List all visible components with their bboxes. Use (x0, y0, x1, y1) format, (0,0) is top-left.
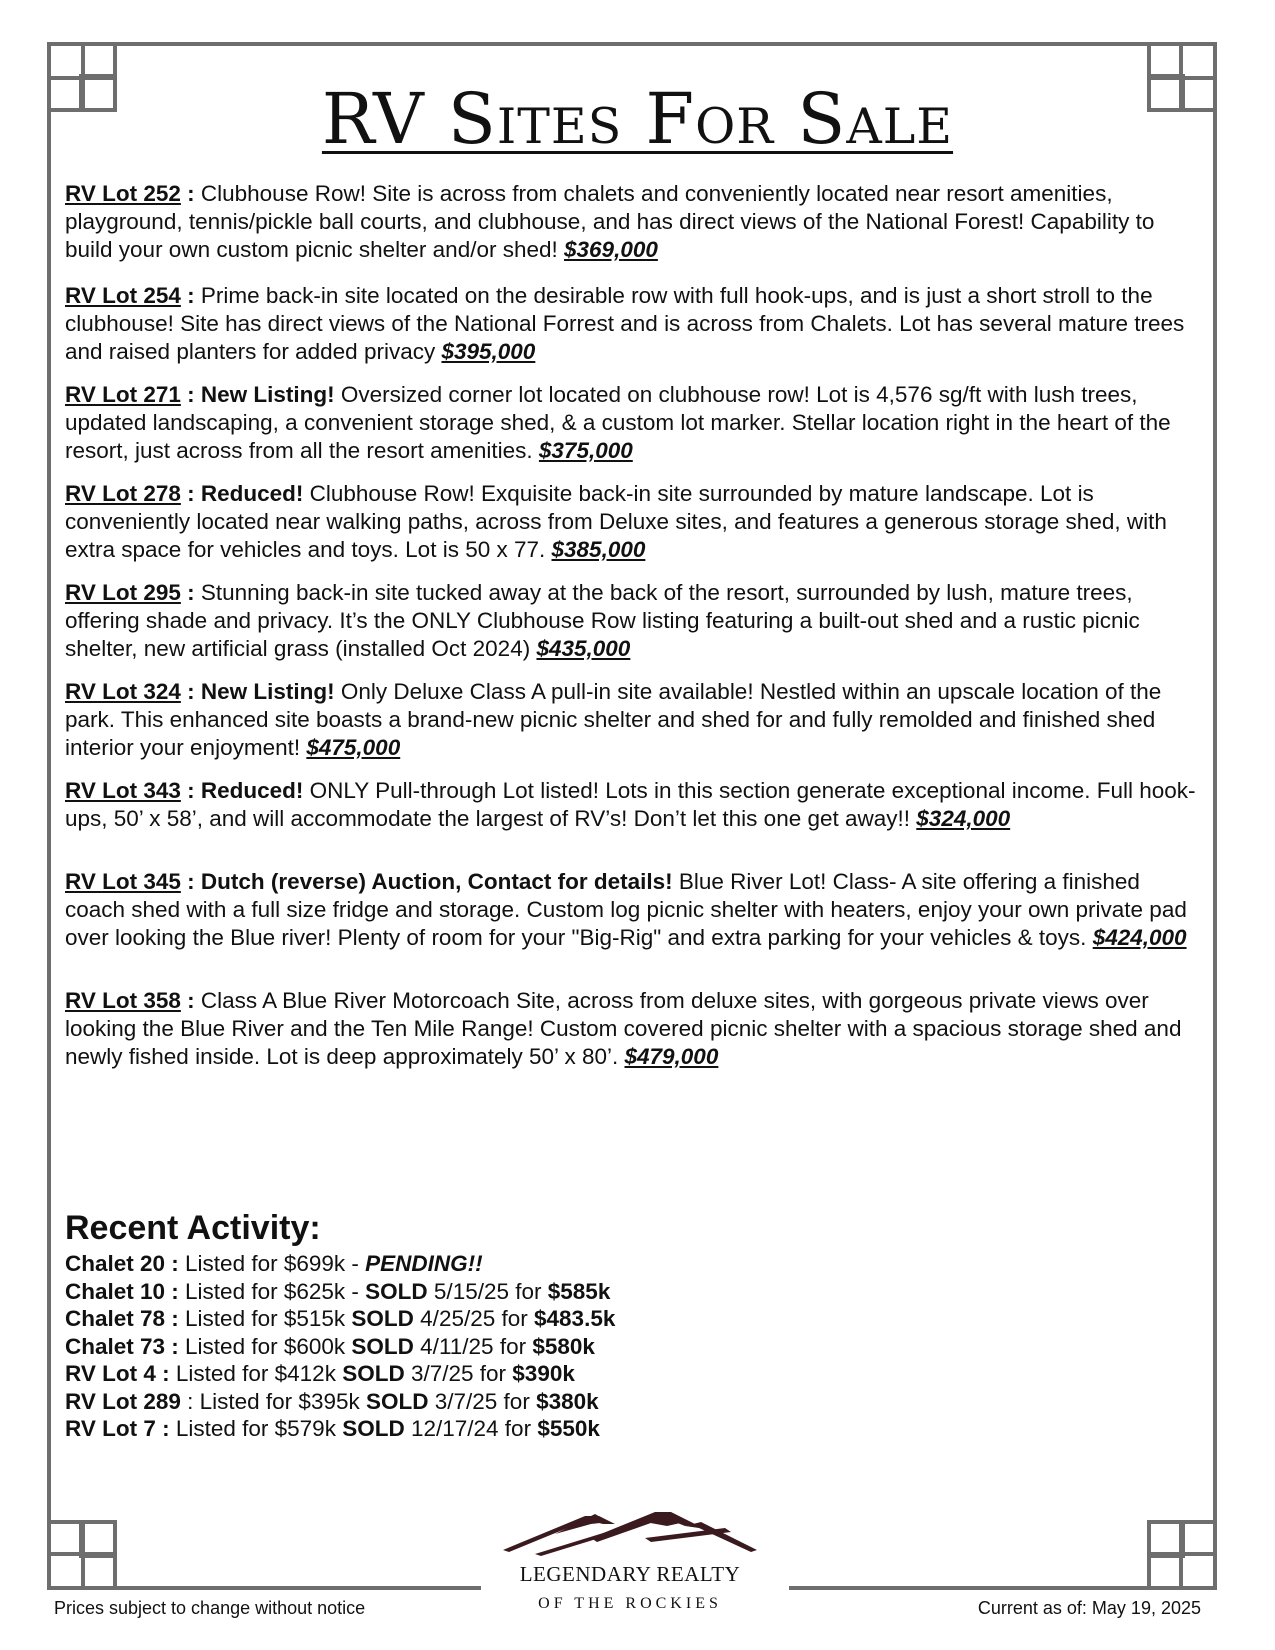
listing-price: $324,000 (916, 806, 1011, 831)
lot-number: RV Lot 343 (65, 778, 181, 803)
activity-listed: : Listed for $395k (180, 1388, 366, 1414)
activity-sold-price: $580k (532, 1333, 595, 1359)
activity-property: RV Lot 7 : (65, 1416, 170, 1441)
lot-number: RV Lot 324 (65, 679, 181, 704)
listing-description: Prime back-in site located on the desirable row with full hook-ups, and is just a short stroll to the clubhouse! Site has direct views of the National Forrest and is across from Chalets. Lot has several mature trees and raised planters for added privacy (65, 283, 1185, 364)
activity-row (65, 1388, 1065, 1416)
listing-lot-252 (65, 180, 1200, 264)
lot-number: RV Lot 345 (65, 869, 181, 894)
listing-lot-324 (65, 678, 1200, 762)
lot-separator: : (180, 679, 201, 704)
activity-date: 3/7/25 for (428, 1388, 537, 1414)
activity-property: Chalet 10 : (65, 1278, 179, 1304)
logo-company-subtitle: OF THE ROCKIES (538, 1595, 722, 1612)
border-right (1213, 42, 1217, 1588)
listing-price: $435,000 (536, 636, 631, 661)
company-logo (480, 1508, 780, 1648)
listing-lot-278 (65, 480, 1200, 564)
activity-date: 5/15/25 for (427, 1278, 548, 1304)
activity-property: RV Lot 4 : (65, 1361, 170, 1386)
activity-row (65, 1278, 1065, 1306)
listing-tag: Dutch (reverse) Auction, Contact for details! (200, 869, 679, 894)
lot-separator: : (180, 283, 201, 308)
listing-lot-295 (65, 579, 1200, 663)
activity-date: 12/17/24 for (404, 1416, 538, 1441)
listing-lot-358 (65, 987, 1200, 1071)
lot-separator: : (180, 778, 201, 803)
listing-price: $479,000 (624, 1044, 719, 1069)
listing-price: $385,000 (551, 537, 646, 562)
lot-separator: : (180, 869, 201, 894)
lot-separator: : (180, 181, 201, 206)
lot-separator: : (180, 481, 201, 506)
activity-date: 4/11/25 for (413, 1333, 533, 1359)
listing-lot-345 (65, 868, 1200, 952)
activity-date: 3/7/25 for (404, 1361, 513, 1386)
activity-row (65, 1360, 1065, 1388)
lot-number: RV Lot 252 (65, 181, 181, 206)
activity-listed: Listed for $515k (178, 1306, 352, 1331)
page-title (0, 78, 1275, 160)
lot-number: RV Lot 278 (65, 481, 181, 506)
listing-tag: Reduced! (200, 481, 310, 506)
activity-listed: Listed for $699k - (178, 1251, 366, 1276)
lot-number: RV Lot 271 (65, 382, 181, 407)
activity-status: SOLD (365, 1388, 429, 1414)
border-top (47, 42, 1217, 46)
mountain-logo-icon (495, 1508, 765, 1560)
activity-sold-price: $550k (537, 1416, 600, 1441)
lot-number: RV Lot 358 (65, 988, 181, 1013)
listing-description: Blue River Lot! Class- A site offering a finished coach shed with a full size fridge and storage. Custom log picnic shelter with heaters, enjoy your own private pad over looking the Blue river! Plenty of room for your "Big-Rig" and extra parking for your vehicles & toys. (65, 869, 1187, 950)
listing-lot-271 (65, 381, 1200, 465)
activity-date: 4/25/25 for (413, 1306, 535, 1331)
listing-tag: New Listing! (200, 382, 341, 407)
activity-status: PENDING!! (365, 1251, 483, 1276)
activity-status: SOLD (342, 1416, 405, 1441)
listing-description: Stunning back-in site tucked away at the back of the resort, surrounded by lush, mature trees, offering shade and privacy. It’s the ONLY Clubhouse Row listing featuring a built-out shed and a rustic picnic shelter, new artificial grass (installed Oct 2024) (65, 580, 1140, 661)
activity-listed: Listed for $579k (169, 1416, 343, 1441)
activity-listed: Listed for $625k - (178, 1278, 366, 1304)
lot-number: RV Lot 295 (65, 580, 181, 605)
activity-status: SOLD (351, 1306, 414, 1331)
activity-status: SOLD (351, 1333, 414, 1359)
activity-sold-price: $483.5k (534, 1306, 616, 1331)
listing-description: ONLY Pull-through Lot listed! Lots in this section generate exceptional income. Full hook-ups, 50’ x 58’, and will accommodate the largest of RV’s! Don’t let this one get away!! (65, 778, 1196, 831)
lot-separator: : (180, 580, 201, 605)
activity-row (65, 1415, 1065, 1443)
listing-description: Clubhouse Row! Exquisite back-in site surrounded by mature landscape. Lot is conveniently located near walking paths, across from Deluxe sites, and features a generous storage shed, with extra space for vehicles and toys. Lot is 50 x 77. (65, 481, 1167, 562)
listing-description: Class A Blue River Motorcoach Site, across from deluxe sites, with gorgeous private views over looking the Blue River and the Ten Mile Range! Custom covered picnic shelter with a spacious storage shed and newly fished inside. Lot is deep approximately 50’ x 80’. (65, 988, 1182, 1069)
lot-separator: : (180, 382, 201, 407)
listing-price: $395,000 (441, 339, 536, 364)
listing-description: Oversized corner lot located on clubhouse row! Lot is 4,576 sg/ft with lush trees, updated landscaping, a convenient storage shed, & a custom lot marker. Stellar location right in the heart of the resort, just across from all the resort amenities. (65, 382, 1171, 463)
page-title-text: RV Sites For Sale (321, 78, 954, 160)
activity-row (65, 1250, 1065, 1278)
lot-separator: : (180, 988, 201, 1013)
activity-property: Chalet 20 : (65, 1251, 179, 1276)
activity-row (65, 1333, 1065, 1361)
corner-ornament-bottom-left (47, 1506, 131, 1590)
activity-row (65, 1305, 1065, 1333)
activity-listed: Listed for $412k (169, 1361, 343, 1386)
activity-status: SOLD (342, 1361, 405, 1386)
recent-activity-heading: Recent Activity: (65, 1209, 321, 1247)
lot-number: RV Lot 254 (65, 283, 181, 308)
listing-tag: Reduced! (200, 778, 310, 803)
listing-lot-254 (65, 282, 1200, 366)
listing-description: Clubhouse Row! Site is across from chalets and conveniently located near resort amenities, playground, tennis/pickle ball courts, and clubhouse, and has direct views of the National Forest! Capability to build your own custom picnic shelter and/or shed! (65, 181, 1155, 262)
activity-sold-price: $380k (536, 1388, 599, 1414)
listing-price: $375,000 (538, 438, 633, 463)
footer-date: Current as of: May 19, 2025 (977, 1598, 1201, 1618)
footer-disclaimer: Prices subject to change without notice (54, 1598, 366, 1618)
activity-property: Chalet 78 : (65, 1306, 179, 1331)
activity-sold-price: $585k (547, 1278, 611, 1304)
listing-price: $475,000 (306, 735, 401, 760)
activity-sold-price: $390k (512, 1361, 575, 1386)
activity-listed: Listed for $600k (178, 1333, 352, 1359)
corner-ornament-bottom-right (1133, 1506, 1217, 1590)
activity-status: SOLD (365, 1278, 428, 1304)
listings (65, 180, 1200, 1071)
listing-tag: New Listing! (200, 679, 341, 704)
listing-price: $369,000 (564, 237, 658, 262)
recent-activity (65, 1208, 1065, 1443)
listing-description: Only Deluxe Class A pull-in site available! Nestled within an upscale location of the park. This enhanced site boasts a brand-new picnic shelter and shed for and fully remolded and finished shed interior your enjoyment! (65, 679, 1162, 760)
border-left (47, 42, 51, 1588)
listing-price: $424,000 (1092, 925, 1187, 950)
logo-company-name: LEGENDARY REALTY (519, 1562, 741, 1586)
activity-property: Chalet 73 : (65, 1333, 179, 1359)
listing-lot-343 (65, 777, 1200, 833)
activity-property: RV Lot 289 (65, 1388, 181, 1414)
